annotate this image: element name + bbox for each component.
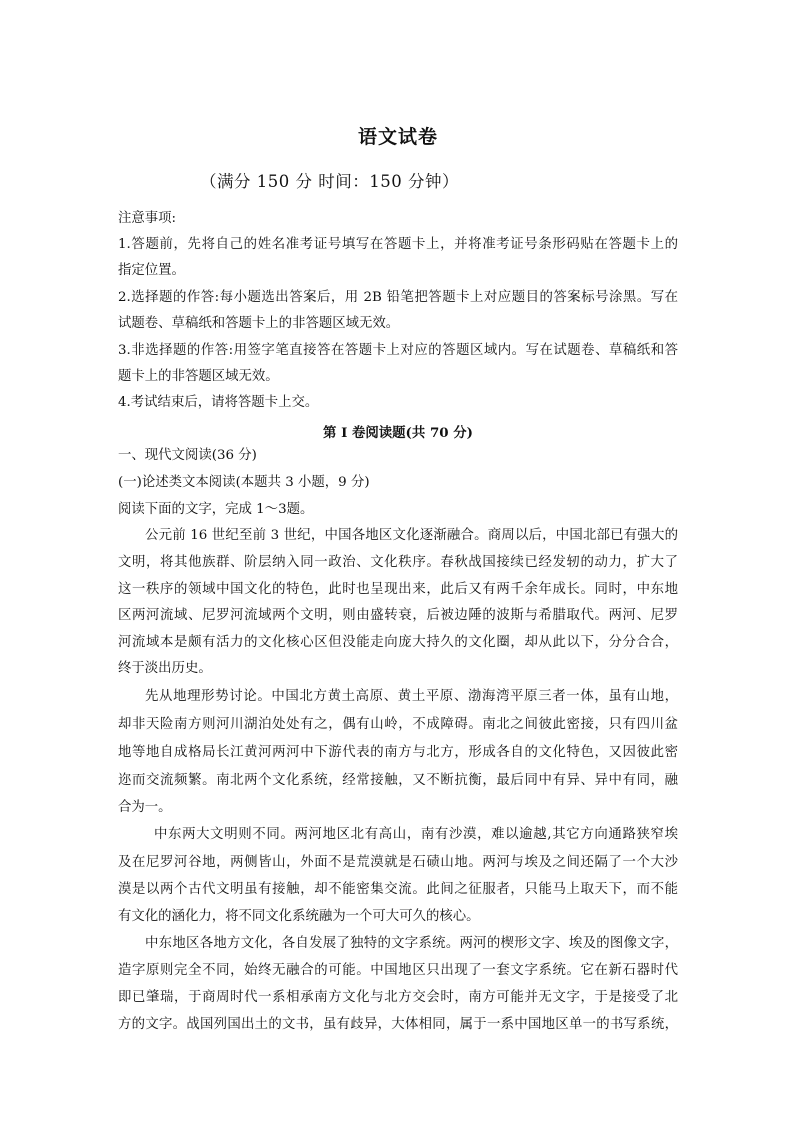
- reading-instruction: 阅读下面的文字，完成 1～3题。: [118, 502, 314, 517]
- exam-subtitle: （满分 150 分 时间：150 分钟）: [200, 172, 459, 191]
- passage-p1-line-6: 终于淡出历史。: [118, 661, 212, 676]
- passage-p1-line-5: 河流域本是颇有活力的文化核心区但没能走向庞大持久的文化圈，却从此以下，分分合合，: [118, 635, 678, 650]
- subsection-heading: (一)论述类文本阅读(本题共 3 小题，9 分): [118, 475, 370, 490]
- section-heading: 一、现代文阅读(36 分): [118, 448, 257, 463]
- note-item-2-line-1: 2.选择题的作答:每小题选出答案后，用 2B 铅笔把答题卡上对应题目的答案标号涂黑。写在: [118, 290, 678, 305]
- passage-p4-line-1: 中东地区各地方文化，各自发展了独特的文字系统。两河的楔形文字、埃及的图像文字，: [145, 936, 678, 951]
- passage-p1-line-4: 区两河流域、尼罗河流域两个文明，则由盛转衰，后被边陲的波斯与希腊取代。两河、尼罗: [118, 608, 678, 623]
- passage-p4-line-4: 方的文字。战国列国出土的文书，虽有歧异，大体相同，属于一系中国地区单一的书写系统，: [118, 1017, 678, 1032]
- passage-p1-line-2: 文明，将其他族群、阶层纳入同一政治、文化秩序。春秋战国接续已经发轫的动力，扩大了: [118, 555, 678, 570]
- passage-p3-line-3: 漠是以两个古代文明虽有接触，却不能密集交流。此间之征服者，只能马上取天下，而不能: [118, 882, 678, 897]
- note-item-2-line-2: 试题卷、草稿纸和答题卡上的非答题区域无效。: [118, 316, 400, 331]
- passage-p2-line-1: 先从地理形势讨论。中国北方黄土高原、黄土平原、渤海湾平原三者一体，虽有山地，: [145, 689, 678, 704]
- note-item-3-line-2: 题卡上的非答题区域无效。: [118, 369, 279, 384]
- passage-p1-line-1: 公元前 16 世纪至前 3 世纪，中国各地区文化逐渐融合。商周以后，中国北部已有强大的: [145, 528, 678, 543]
- passage-p3-line-1: 中东两大文明则不同。两河地区北有高山，南有沙漠，难以逾越,其它方向通路狭窄埃: [154, 827, 678, 842]
- part-1-heading: 第 I 卷阅读题(共 70 分): [323, 425, 473, 441]
- passage-p3-line-4: 有文化的涵化力，将不同文化系统融为一个可大可久的核心。: [118, 909, 480, 924]
- passage-p4-line-3: 即已肇瑞，于商周时代一系相承南方文化与北方交会时，南方可能并无文字，于是接受了北: [118, 990, 678, 1005]
- notes-heading: 注意事项:: [118, 211, 177, 226]
- passage-p2-line-2: 却非天险南方则河川湖泊处处有之，偶有山岭，不成障碍。南北之间彼此密接，只有四川盆: [118, 717, 678, 732]
- note-item-4: 4.考试结束后，请将答题卡上交。: [118, 395, 319, 410]
- note-item-3-line-1: 3.非选择题的作答:用签字笔直接答在答题卡上对应的答题区域内。写在试题卷、草稿纸和答: [118, 343, 678, 358]
- passage-p3-line-2: 及在尼罗河谷地，两侧皆山，外面不是荒漠就是石碛山地。两河与埃及之间还隔了一个大沙: [118, 855, 678, 870]
- passage-p4-line-2: 造字原则完全不同，始终无融合的可能。中国地区只出现了一套文字系统。它在新石器时代: [118, 963, 678, 978]
- passage-p2-line-3: 地等地自成格局长江黄河两河中下游代表的南方与北方，形成各自的文化特色，又因彼此密: [118, 745, 678, 760]
- exam-title: 语文试卷: [357, 126, 438, 148]
- passage-p1-line-3: 这一秩序的领域中国文化的特色，此时也呈现出来，此后又有两千余年成长。同时，中东地: [118, 582, 678, 597]
- passage-p2-line-4: 迩而交流频繁。南北两个文化系统，经常接触，又不断抗衡，最后同中有异、异中有同，融: [118, 773, 678, 788]
- note-item-1-line-2: 指定位置。: [118, 263, 185, 278]
- note-item-1-line-1: 1.答题前，先将自己的姓名准考证号填写在答题卡上，并将准考证号条形码贴在答题卡上的: [118, 237, 678, 252]
- passage-p2-line-5: 合为一。: [118, 800, 172, 815]
